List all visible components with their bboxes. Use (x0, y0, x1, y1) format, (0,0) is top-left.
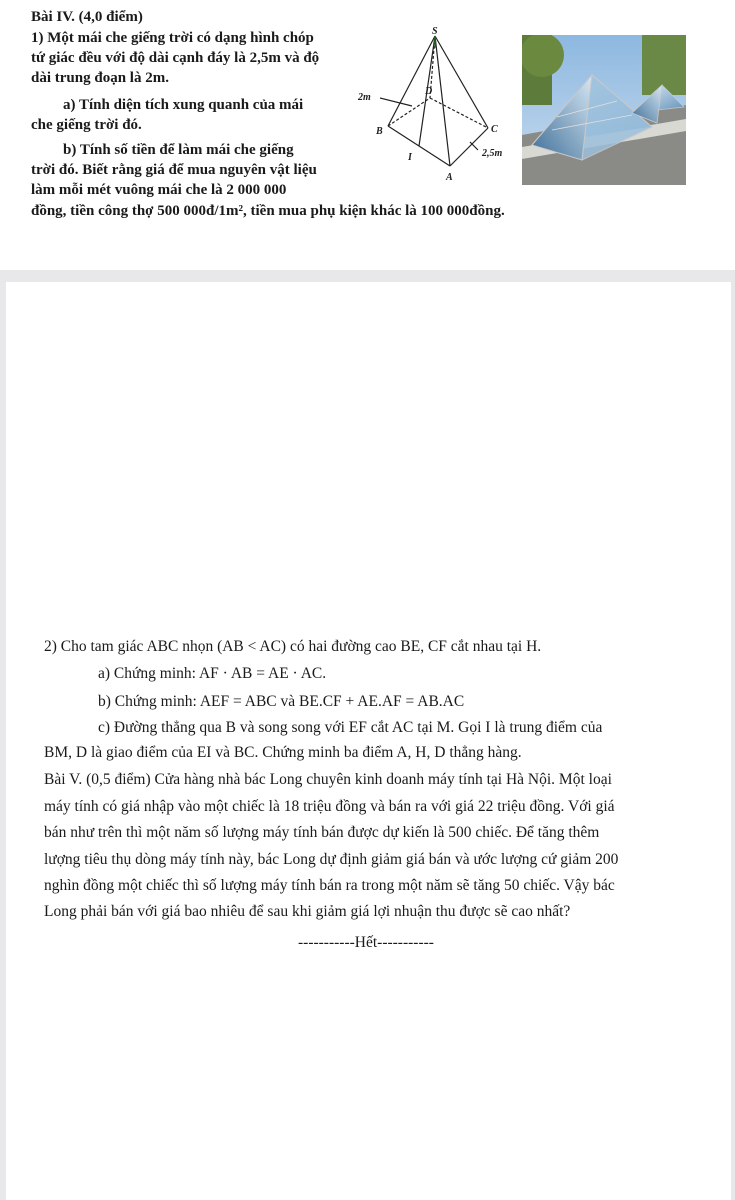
problem-1b-text-line: b) Tính số tiền để làm mái che giếng (63, 142, 294, 158)
section-bai-5-line: nghìn đồng một chiếc thì số lượng máy tính bán ra trong một năm sẽ tăng 50 chiếc. Vậy bác (44, 877, 615, 894)
exam-page-bottom (6, 282, 731, 1200)
section-bai-5-line: Long phải bán với giá bao nhiêu để sau khi giảm giá lợi nhuận thu được sẽ cao nhất? (44, 903, 571, 920)
problem-1b-text-line: làm mỗi mét vuông mái che là 2 000 000 (31, 182, 287, 198)
problem-1-text-line: tứ giác đều với độ dài cạnh đáy là 2,5m và độ (31, 50, 320, 66)
base-edge-label: 2,5m (482, 148, 503, 159)
vertex-label-d: D (425, 86, 433, 97)
vertex-label-c: C (491, 124, 498, 135)
problem-1b-text-line: đồng, tiền công thợ 500 000đ/1m², tiền mua phụ kiện khác là 100 000đồng. (31, 203, 505, 219)
section-bai-5-line: máy tính có giá nhập vào một chiếc là 18 triệu đồng và bán ra với giá 22 triệu đồng. Với giá (44, 798, 615, 815)
problem-2c-line: c) Đường thẳng qua B và song song với EF cắt AC tại M. Gọi I là trung điểm của (98, 719, 603, 736)
problem-2-statement: 2) Cho tam giác ABC nhọn (AB < AC) có hai đường cao BE, CF cắt nhau tại H. (44, 638, 542, 655)
problem-2a: a) Chứng minh: AF · AB = AE · AC. (98, 665, 327, 682)
problem-2b: b) Chứng minh: AEF = ABC và BE.CF + AE.AF = AB.AC (98, 693, 465, 710)
section-bai-5-line: Bài V. (0,5 điểm) Cửa hàng nhà bác Long chuyên kinh doanh máy tính tại Hà Nội. Một loại (44, 771, 612, 788)
vertex-label-s: S (432, 26, 438, 37)
problem-1b-text-line: trời đó. Biết rằng giá để mua nguyên vật liệu (31, 162, 317, 178)
problem-1-text-line: dài trung đoạn là 2m. (31, 70, 169, 86)
problem-1a-text-line: che giếng trời đó. (31, 117, 142, 133)
pyramid-diagram (350, 26, 520, 186)
problem-1a-text-line: a) Tính diện tích xung quanh của mái (63, 97, 304, 113)
problem-1-text-line: 1) Một mái che giếng trời có dạng hình chóp (31, 30, 314, 46)
point-label-i: I (408, 152, 412, 163)
exam-page-top (0, 0, 735, 270)
section-bai-5-line: lượng tiêu thụ dòng máy tính này, bác Long dự định giảm giá bán và ước lượng cứ giảm 200 (44, 851, 619, 868)
vertex-label-a: A (446, 172, 453, 183)
section-bai-5-line: bán như trên thì một năm số lượng máy tính bán được dự kiến là 500 chiếc. Để tăng thêm (44, 824, 600, 841)
slant-height-label: 2m (358, 92, 371, 103)
problem-2c-line: BM, D là giao điểm của EI và BC. Chứng minh ba điểm A, H, D thẳng hàng. (44, 744, 522, 761)
vertex-label-b: B (376, 126, 383, 137)
skylight-photo (522, 35, 686, 185)
end-mark: -----------Hết----------- (298, 934, 434, 951)
section-title-bai-4: Bài IV. (4,0 điểm) (31, 9, 143, 25)
